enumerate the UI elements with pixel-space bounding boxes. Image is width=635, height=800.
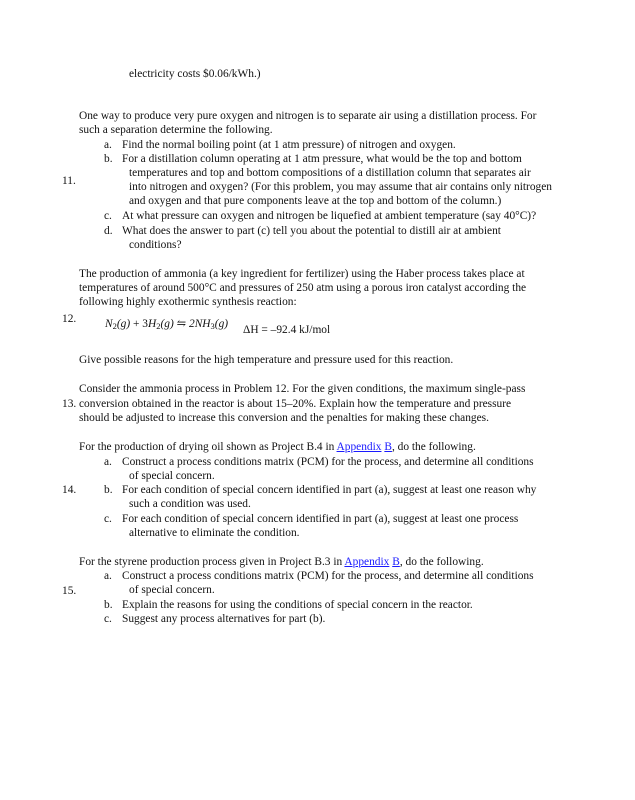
item-text: What does the answer to part (c) tell you about the potential to distill air at ambient [122, 225, 501, 237]
item-marker: a. [104, 456, 112, 468]
item-marker: c. [104, 210, 112, 222]
item-text: into nitrogen and oxygen? (For this problem, you may assume that air contains only nitrogen [129, 181, 552, 193]
problem-text: One way to produce very pure oxygen and nitrogen is to separate air using a distillation process. For [79, 110, 537, 122]
problem-number: 13. [62, 398, 77, 410]
enthalpy-value: ΔH = –92.4 kJ/mol [243, 324, 331, 336]
item-text: Explain the reasons for using the conditions of special concern in the reactor. [122, 599, 473, 611]
problem-intro: For the production of drying oil shown as Project B.4 in Appendix B, do the following. [79, 441, 476, 453]
appendix-b-link[interactable]: B [392, 556, 400, 568]
problem-number: 14. [62, 484, 77, 496]
appendix-link[interactable]: Appendix [336, 441, 382, 453]
reaction-equation: $N_2(g) + 3H_2(g)$ ⇋ $2NH_3(g)$ [105, 318, 229, 331]
appendix-b-link[interactable]: B [384, 441, 392, 453]
item-text: of special concern. [129, 470, 215, 482]
problem-text: such a separation determine the following. [79, 124, 273, 136]
appendix-link[interactable]: Appendix [344, 556, 390, 568]
item-text: and oxygen and that pure components leave at the top and bottom of the column.) [129, 195, 502, 207]
item-marker: b. [104, 599, 113, 611]
problem-number: 11. [62, 175, 76, 187]
problem-text: temperatures of around 500°C and pressures of 250 atm using a porous iron catalyst according the [79, 282, 527, 294]
item-text: For each condition of special concern identified in part (a), suggest at least one process [122, 513, 519, 525]
problem-text: Consider the ammonia process in Problem 12. For the given conditions, the maximum single-pass [79, 383, 526, 395]
item-marker: c. [104, 613, 112, 625]
item-text: temperatures and top and bottom compositions of a distillation column that separates air [129, 167, 531, 179]
item-marker: a. [104, 570, 112, 582]
problem-number: 12. [62, 313, 77, 325]
item-marker: b. [104, 153, 113, 165]
item-text: For each condition of special concern identified in part (a), suggest at least one reason why [122, 484, 537, 496]
item-text: such a condition was used. [129, 498, 251, 510]
problem-text: conversion obtained in the reactor is about 15–20%. Explain how the temperature and pressure [79, 398, 512, 410]
item-marker: d. [104, 225, 113, 237]
item-marker: b. [104, 484, 113, 496]
problem-text: Give possible reasons for the high temperature and pressure used for this reaction. [79, 354, 454, 366]
item-marker: a. [104, 139, 112, 151]
problem-text: should be adjusted to increase this conversion and the penalties for making these changes. [79, 412, 489, 424]
item-text: Construct a process conditions matrix (PCM) for the process, and determine all conditions [122, 570, 534, 582]
item-text: Suggest any process alternatives for part (b). [122, 613, 326, 625]
item-text: conditions? [129, 239, 182, 251]
continuation-text: electricity costs $0.06/kWh.) [129, 68, 261, 80]
problem-intro: For the styrene production process given in Project B.3 in Appendix B, do the following. [79, 556, 484, 568]
item-text: Find the normal boiling point (at 1 atm pressure) of nitrogen and oxygen. [122, 139, 456, 151]
problem-text: following highly exothermic synthesis reaction: [79, 296, 297, 308]
item-text: alternative to eliminate the condition. [129, 527, 300, 539]
problem-text: The production of ammonia (a key ingredient for fertilizer) using the Haber process takes place at [79, 268, 525, 280]
item-text: At what pressure can oxygen and nitrogen be liquefied at ambient temperature (say 40°C)? [122, 210, 537, 222]
item-marker: c. [104, 513, 112, 525]
item-text: of special concern. [129, 584, 215, 596]
item-text: For a distillation column operating at 1 atm pressure, what would be the top and bottom [122, 153, 522, 165]
problem-number: 15. [62, 585, 77, 597]
item-text: Construct a process conditions matrix (PCM) for the process, and determine all conditions [122, 456, 534, 468]
